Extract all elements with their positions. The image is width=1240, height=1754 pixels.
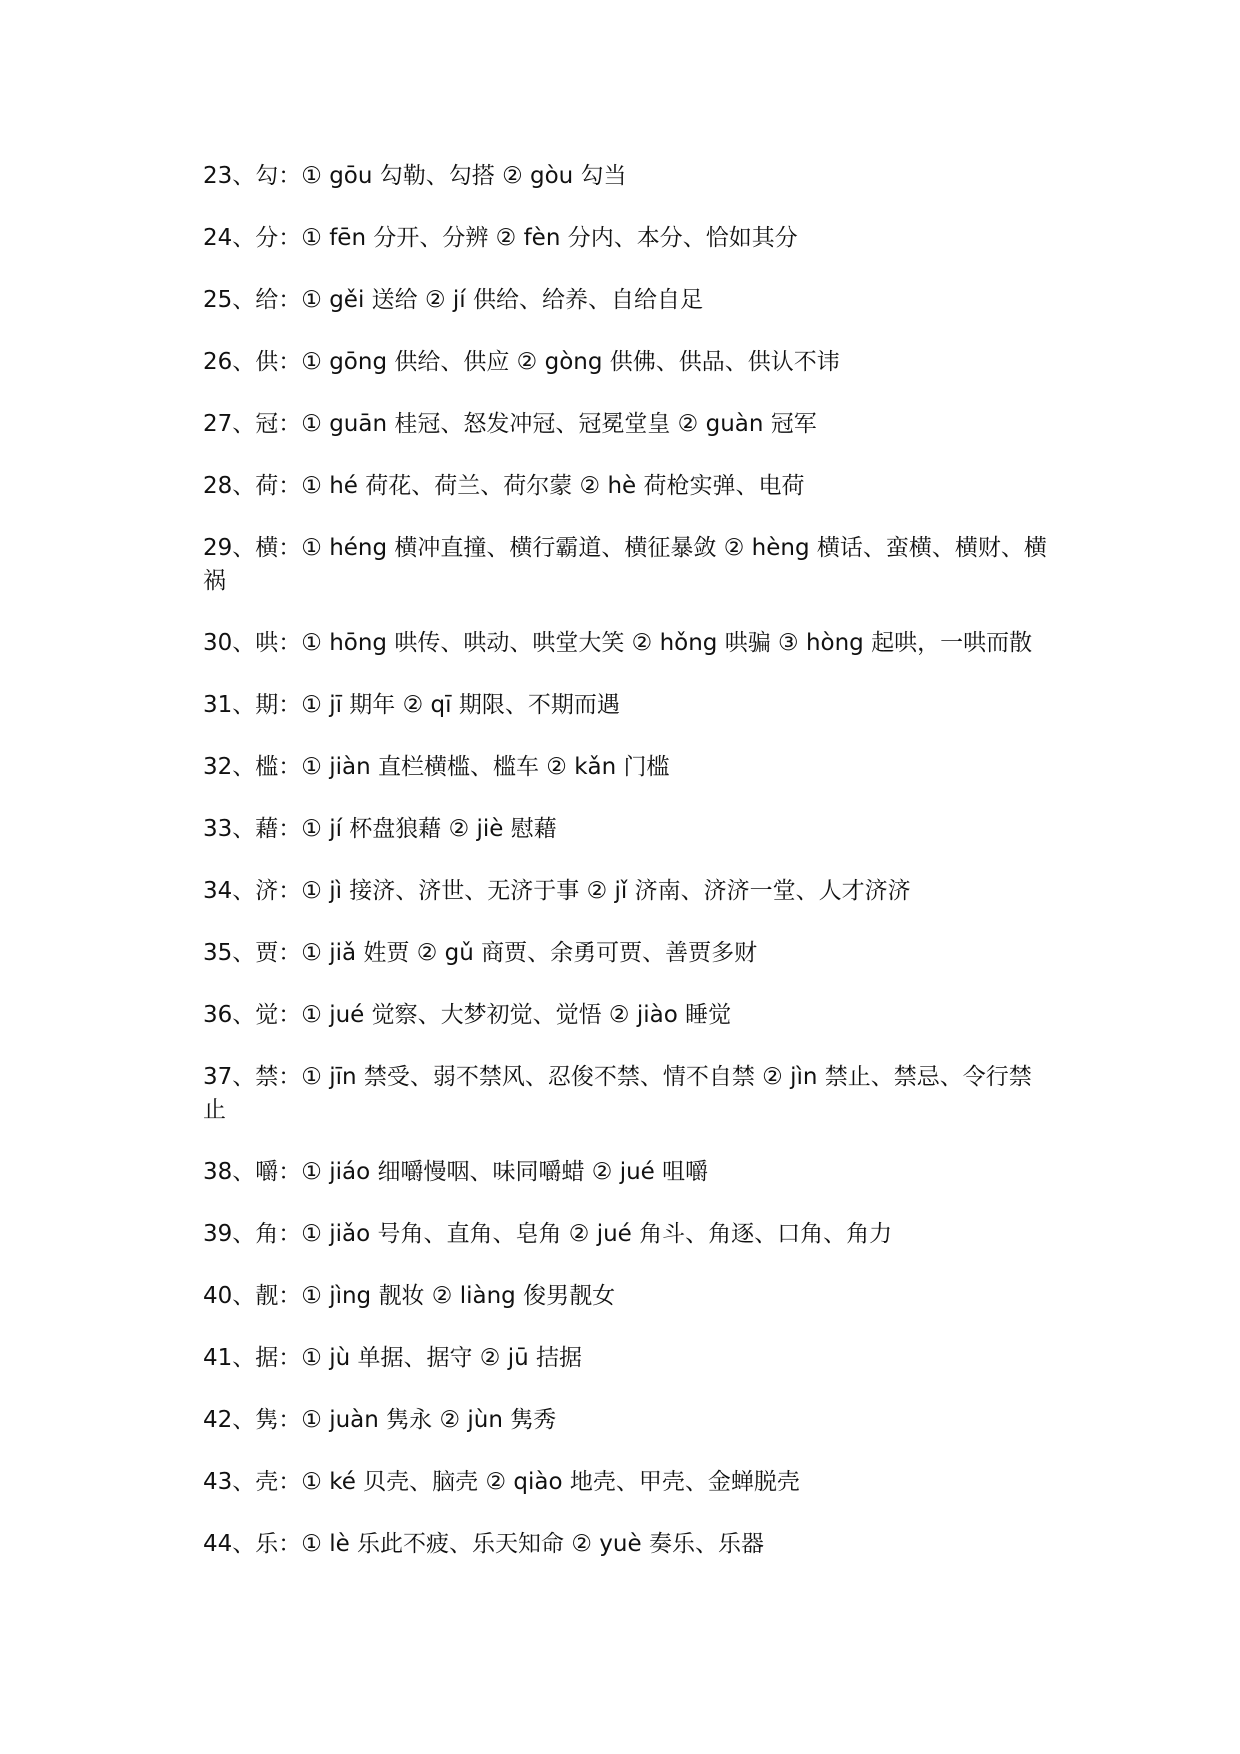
list-item: 28、荷：① hé 荷花、荷兰、荷尔蒙 ② hè 荷枪实弹、电荷 xyxy=(203,473,805,499)
list-item: 34、济：① jì 接济、济世、无济于事 ② jǐ 济南、济济一堂、人才济济 xyxy=(203,878,911,904)
list-item: 26、供：① gōng 供给、供应 ② gòng 供佛、供品、供认不讳 xyxy=(203,349,840,375)
list-item: 36、觉：① jué 觉察、大梦初觉、觉悟 ② jiào 睡觉 xyxy=(203,1002,732,1028)
list-item: 31、期：① jī 期年 ② qī 期限、不期而遇 xyxy=(203,692,620,718)
list-item: 44、乐：① lè 乐此不疲、乐天知命 ② yuè 奏乐、乐器 xyxy=(203,1531,764,1557)
list-item: 43、壳：① ké 贝壳、脑壳 ② qiào 地壳、甲壳、金蝉脱壳 xyxy=(203,1469,800,1495)
list-item: 29、横：① héng 横冲直撞、横行霸道、横征暴敛 ② hèng 横话、蛮横、横财、横祸 xyxy=(203,535,1047,594)
polyphonic-character-list xyxy=(203,160,1048,1590)
list-item: 35、贾：① jiǎ 姓贾 ② gǔ 商贾、余勇可贾、善贾多财 xyxy=(203,940,758,966)
list-item: 40、靓：① jìng 靓妆 ② liàng 俊男靓女 xyxy=(203,1283,616,1309)
list-item: 27、冠：① guān 桂冠、怒发冲冠、冠冕堂皇 ② guàn 冠军 xyxy=(203,411,817,437)
list-item: 32、槛：① jiàn 直栏横槛、槛车 ② kǎn 门槛 xyxy=(203,754,670,780)
list-item: 30、哄：① hōng 哄传、哄动、哄堂大笑 ② hǒng 哄骗 ③ hòng 起哄，一哄而散 xyxy=(203,630,1033,656)
list-item: 41、据：① jù 单据、据守 ② jū 拮据 xyxy=(203,1345,582,1371)
list-item: 39、角：① jiǎo 号角、直角、皂角 ② jué 角斗、角逐、口角、角力 xyxy=(203,1221,893,1247)
list-item: 33、藉：① jí 杯盘狼藉 ② jiè 慰藉 xyxy=(203,816,557,842)
list-item: 24、分：① fēn 分开、分辨 ② fèn 分内、本分、恰如其分 xyxy=(203,225,798,251)
list-item: 25、给：① gěi 送给 ② jí 供给、给养、自给自足 xyxy=(203,287,703,313)
list-item: 42、隽：① juàn 隽永 ② jùn 隽秀 xyxy=(203,1407,557,1433)
list-item: 38、嚼：① jiáo 细嚼慢咽、味同嚼蜡 ② jué 咀嚼 xyxy=(203,1159,709,1185)
list-item: 23、勾：① gōu 勾勒、勾搭 ② gòu 勾当 xyxy=(203,163,627,189)
list-item: 37、禁：① jīn 禁受、弱不禁风、忍俊不禁、情不自禁 ② jìn 禁止、禁忌、令行禁止 xyxy=(203,1064,1032,1123)
